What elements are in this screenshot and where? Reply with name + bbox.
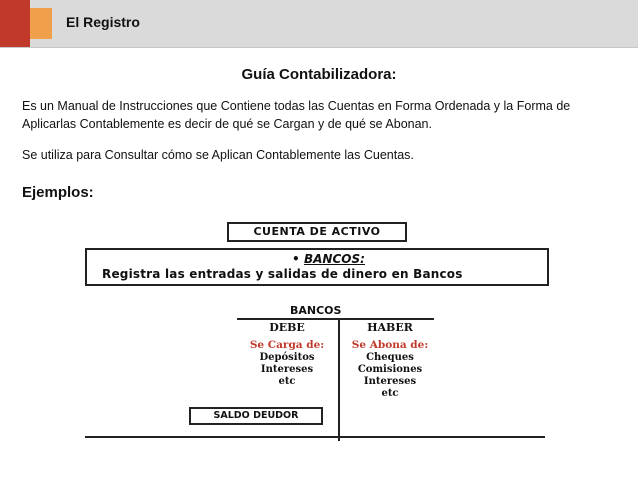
haber-subheader: Se Abona de:	[351, 339, 429, 351]
debe-subheader: Se Carga de:	[249, 339, 325, 351]
haber-item: Intereses	[363, 376, 417, 387]
debe-item: etc	[278, 376, 296, 387]
debe-item: Intereses	[260, 364, 314, 375]
usage-paragraph: Se utiliza para Consultar cómo se Aplican Contablemente las Cuentas.	[22, 148, 414, 162]
bullet: •	[292, 252, 300, 266]
header-bar	[0, 0, 638, 48]
definition-paragraph: Es un Manual de Instrucciones que Contiene todas las Cuentas en Forma Ordenada y la Forma de Aplicarlas Contablemente es decir de qué se Cargan y de qué se Abonan.	[22, 99, 571, 131]
saldo-deudor-label: SALDO DEUDOR	[189, 407, 323, 425]
haber-item: Comisiones	[357, 364, 423, 375]
bancos-heading: BANCOS:	[304, 252, 365, 266]
header-accent-red	[0, 0, 30, 47]
slide-title: Guía Contabilizadora:	[241, 66, 397, 83]
example-figure	[0, 210, 638, 470]
account-description-box	[85, 248, 549, 286]
t-account-title: BANCOS	[290, 304, 342, 317]
t-account-top-line	[237, 318, 434, 320]
haber-header: HABER	[367, 321, 413, 334]
cuenta-activo-label: CUENTA DE ACTIVO	[227, 222, 407, 242]
debe-header: DEBE	[269, 321, 305, 334]
haber-column	[340, 321, 440, 400]
haber-item: etc	[381, 388, 399, 399]
examples-label: Ejemplos:	[22, 184, 94, 201]
debe-item: Depósitos	[259, 352, 315, 363]
header-title: El Registro	[66, 14, 140, 30]
header-accent-orange	[30, 8, 52, 39]
figure-base-line	[85, 436, 545, 438]
debe-column	[237, 321, 337, 388]
account-description: Registra las entradas y salidas de dinero en Bancos	[102, 267, 463, 281]
haber-item: Cheques	[366, 352, 414, 363]
